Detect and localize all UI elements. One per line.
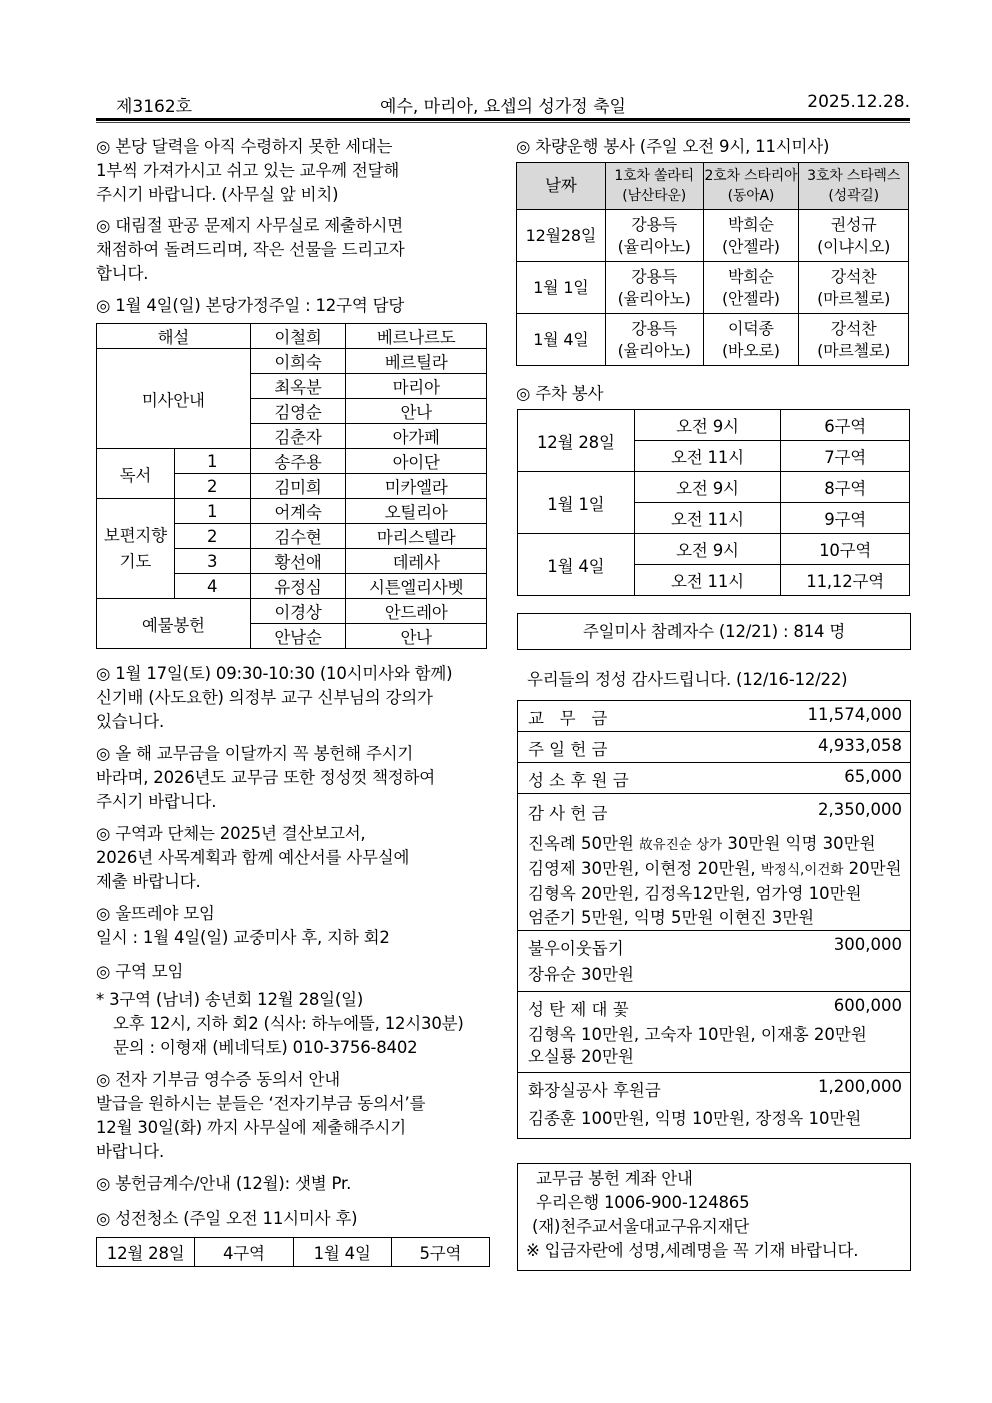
car-name: 2호차 스타리아 [704, 168, 798, 184]
text-line: 제출 바랍니다. [96, 872, 201, 891]
table-row [518, 410, 910, 441]
car-name: 1호차 쏠라티 [614, 168, 694, 184]
finance-label: 성 소 후 원 금 [528, 771, 629, 790]
text-line: ◎ 구역과 단체는 2025년 결산보고서, [96, 824, 366, 843]
car-route: (남산타운) [622, 188, 687, 204]
driver [703, 210, 799, 262]
table-row [97, 349, 487, 374]
page-title: 예수, 마리아, 요셉의 성가정 축일 [380, 97, 626, 117]
parking-time: 오전 9시 [634, 410, 781, 441]
driver-baptism: (안젤라) [721, 288, 780, 308]
notice-calendar [96, 135, 399, 207]
header-divider [96, 118, 910, 121]
driver-name: 강용득 [631, 266, 678, 286]
finance-row-sunday [518, 732, 910, 763]
baptism-name: 베르틸라 [346, 349, 487, 374]
driver-baptism: (바오로) [721, 340, 780, 360]
parking-title: ◎ 주차 봉사 [516, 384, 604, 403]
donor-line: 김형옥 10만원, 고숙자 10만원, 이재홍 20만원 [528, 1025, 867, 1044]
col-car2 [703, 163, 799, 210]
baptism-name: 시튼엘리사벳 [346, 574, 487, 599]
finance-label: 감 사 헌 금 [528, 804, 608, 823]
donor-line: 장유순 30만원 [528, 965, 634, 984]
person-name: 송주용 [250, 449, 346, 474]
person-name: 김수현 [250, 524, 346, 549]
text-line: ◎ 대림절 판공 문제지 사무실로 제출하시면 [96, 216, 403, 235]
col-car1 [605, 163, 703, 210]
issue-number: 제3162호 [116, 97, 193, 117]
finance-value: 2,350,000 [818, 800, 902, 819]
role-reading: 독서 [97, 449, 175, 499]
finance-label: 화장실공사 후원금 [528, 1081, 661, 1100]
notice-advent-quiz [96, 214, 405, 286]
account-holder: (재)천주교서울대교구유지재단 [532, 1217, 750, 1236]
parking-time: 오전 9시 [634, 534, 781, 565]
table-row [518, 472, 910, 503]
order-number: 3 [174, 549, 250, 574]
baptism-name: 데레사 [346, 549, 487, 574]
text-line: 12월 30일(화) 까지 사무실에 제출해주시기 [96, 1118, 406, 1137]
text-line: 있습니다. [96, 712, 165, 731]
baptism-name: 미카엘라 [346, 474, 487, 499]
table-row [517, 262, 909, 314]
donor-list [518, 832, 912, 930]
finance-row-thanks [518, 794, 910, 931]
donor-line: 엄준기 5만원, 익명 5만원 이현진 3만원 [528, 908, 815, 927]
person-name: 유정심 [250, 574, 346, 599]
parking-time: 오전 11시 [634, 503, 781, 534]
text-line: 주시기 바랍니다. [96, 792, 217, 811]
person-name: 김미희 [250, 474, 346, 499]
finance-row-restroom [518, 1073, 910, 1139]
table-row [97, 1238, 490, 1267]
text-line: ◎ 본당 달력을 아직 수령하지 못한 세대는 [96, 137, 393, 156]
driver [799, 210, 909, 262]
person-name: 이희숙 [250, 349, 346, 374]
role-guide: 미사안내 [97, 349, 251, 449]
driver-baptism: (마르첼로) [817, 340, 891, 360]
table-row [97, 449, 487, 474]
cleaning-area: 5구역 [391, 1238, 489, 1267]
duty-table [96, 323, 487, 649]
text-line: 일시 : 1월 4일(일) 교중미사 후, 지하 회2 [96, 928, 390, 947]
driver [703, 262, 799, 314]
driver [799, 262, 909, 314]
text-line: 합니다. [96, 264, 149, 283]
driver [605, 314, 703, 366]
thanks-title: 우리들의 정성 감사드립니다. (12/16-12/22) [527, 670, 848, 689]
account-title: 교무금 봉헌 계좌 안내 [536, 1169, 693, 1188]
notice-ultreya [96, 902, 390, 950]
donor-line: 김종훈 100만원, 익명 10만원, 장정옥 10만원 [528, 1109, 862, 1128]
driver-name: 강석찬 [830, 318, 877, 338]
donor-text: 진옥례 50만원 [528, 834, 640, 853]
donor-text: 20만원 [843, 859, 902, 878]
notice-offering-count: ◎ 봉헌금계수/안내 (12월): 샛별 Pr. [96, 1174, 352, 1193]
person-name: 이철희 [250, 324, 346, 349]
order-number: 4 [174, 574, 250, 599]
vehicle-date: 1월 1일 [517, 262, 606, 314]
table-row [517, 210, 909, 262]
order-number: 1 [174, 449, 250, 474]
parking-area: 9구역 [781, 503, 910, 534]
text-line: ◎ 구역 모임 [96, 962, 184, 981]
driver-baptism: (율리아노) [617, 236, 691, 256]
finance-value: 4,933,058 [818, 736, 902, 755]
text-line: ◎ 전자 기부금 영수증 동의서 안내 [96, 1070, 341, 1089]
baptism-name: 마리스텔라 [346, 524, 487, 549]
col-date: 날짜 [517, 163, 606, 210]
finance-value: 300,000 [833, 935, 902, 954]
table-row [97, 599, 487, 624]
table-row [517, 314, 909, 366]
text-line: ◎ 울뜨레야 모임 [96, 904, 215, 923]
parking-area: 8구역 [781, 472, 910, 503]
baptism-name: 아이단 [346, 449, 487, 474]
text-line: 채점하여 돌려드리며, 작은 선물을 드리고자 [96, 240, 405, 259]
table-row [97, 499, 487, 524]
finance-box [517, 700, 911, 1139]
notice-e-receipt [96, 1068, 425, 1164]
donor-line: 김형옥 20만원, 김정옥12만원, 엄가영 10만원 [528, 884, 862, 903]
donor-line: 오실룡 20만원 [528, 1047, 634, 1066]
role-prayer [97, 499, 175, 599]
parking-area: 10구역 [781, 534, 910, 565]
driver-name: 권성규 [830, 214, 877, 234]
baptism-name: 오틸리아 [346, 499, 487, 524]
attendance-box: 주일미사 참례자수 (12/21) : 814 명 [517, 613, 911, 650]
person-name: 김영순 [250, 399, 346, 424]
parking-time: 오전 11시 [634, 441, 781, 472]
baptism-name: 베르나르도 [346, 324, 487, 349]
finance-value: 65,000 [844, 767, 902, 786]
driver-name: 박희순 [728, 214, 774, 234]
donor-text: 30만원 익명 30만원 [722, 834, 876, 853]
notice-lecture [96, 662, 452, 734]
driver-baptism: (안젤라) [721, 236, 780, 256]
role-commentary: 해설 [97, 324, 251, 349]
driver-name: 이덕종 [728, 318, 774, 338]
car-route: (동아A) [727, 188, 775, 204]
notice-contribution [96, 742, 435, 814]
driver-baptism: (율리아노) [617, 288, 691, 308]
parking-area: 7구역 [781, 441, 910, 472]
text-line: * 3구역 (남녀) 송년회 12월 28일(일) [96, 990, 364, 1009]
table-row [97, 324, 487, 349]
notice-budget [96, 822, 409, 894]
driver-baptism: (마르첼로) [817, 288, 891, 308]
vehicle-date: 12월28일 [517, 210, 606, 262]
donor-text-small: 故유진순 상가 [639, 837, 723, 853]
driver-name: 강용득 [631, 318, 678, 338]
issue-date: 2025.12.28. [807, 92, 910, 112]
baptism-name: 안드레아 [346, 599, 487, 624]
vehicle-date: 1월 4일 [517, 314, 606, 366]
finance-value: 11,574,000 [807, 705, 902, 724]
header-divider-thin [96, 122, 910, 123]
text-line: ◎ 올 해 교무금을 이달까지 꼭 봉헌해 주시기 [96, 744, 414, 763]
text-line: 문의 : 이형재 (베네딕토) 010-3756-8402 [113, 1038, 418, 1057]
finance-label: 불우이웃돕기 [528, 939, 624, 958]
role-offering: 예물봉헌 [97, 599, 251, 649]
driver-name: 강석찬 [830, 266, 877, 286]
text-line: 2026년 사목계획과 함께 예산서를 사무실에 [96, 848, 410, 867]
finance-label: 성 탄 제 대 꽃 [528, 1000, 629, 1019]
notice-district-meeting [96, 960, 464, 1060]
cleaning-date: 1월 4일 [293, 1238, 391, 1267]
driver [605, 210, 703, 262]
parking-area: 11,12구역 [781, 565, 910, 596]
role-prayer-line1: 보편지향 [103, 525, 167, 545]
parking-date: 12월 28일 [518, 410, 635, 472]
text-line: 신기배 (사도요한) 의정부 교구 신부님의 강의가 [96, 688, 433, 707]
car-name: 3호차 스타렉스 [807, 168, 901, 184]
account-note: ※ 입금자란에 성명,세례명을 꼭 기재 바랍니다. [526, 1241, 859, 1260]
car-route: (성곽길) [828, 188, 879, 204]
duty-title: ◎ 1월 4일(일) 본당가정주일 : 12구역 담당 [96, 296, 405, 315]
driver-name: 강용득 [631, 214, 678, 234]
finance-value: 1,200,000 [818, 1077, 902, 1096]
finance-label: 교 무 금 [528, 709, 608, 728]
baptism-name: 안나 [346, 624, 487, 649]
col-car3 [799, 163, 909, 210]
parking-date: 1월 1일 [518, 472, 635, 534]
role-prayer-line2: 기도 [119, 551, 152, 571]
person-name: 이경상 [250, 599, 346, 624]
text-line: 바랍니다. [96, 1142, 165, 1161]
order-number: 1 [174, 499, 250, 524]
baptism-name: 마리아 [346, 374, 487, 399]
text-line: 발급을 원하시는 분들은 ‘전자기부금 동의서’를 [96, 1094, 426, 1113]
text-line: 바라며, 2026년도 교무금 또한 정성껏 책정하여 [96, 768, 436, 787]
cleaning-date: 12월 28일 [97, 1238, 195, 1267]
order-number: 2 [174, 474, 250, 499]
donor-text-small: 박정식,이건화 [760, 862, 844, 878]
parking-area: 6구역 [781, 410, 910, 441]
vehicle-title: ◎ 차량운행 봉사 (주일 오전 9시, 11시미사) [516, 137, 830, 156]
driver [703, 314, 799, 366]
account-number: 우리은행 1006-900-124865 [536, 1193, 750, 1212]
finance-value: 600,000 [833, 996, 902, 1015]
parking-time: 오전 9시 [634, 472, 781, 503]
finance-row-neighbor [518, 931, 910, 992]
finance-row-kyomu [518, 701, 910, 732]
donor-line [528, 857, 902, 882]
driver-name: 박희순 [728, 266, 774, 286]
bulletin-header [96, 92, 910, 116]
vehicle-table [516, 162, 909, 366]
driver-baptism: (이냐시오) [817, 236, 891, 256]
driver [799, 314, 909, 366]
parking-table [517, 409, 910, 596]
finance-row-vocation [518, 763, 910, 794]
text-line: 오후 12시, 지하 회2 (식사: 하누에뜰, 12시30분) [113, 1014, 464, 1033]
donor-text: 김영제 30만원, 이현정 20만원, [528, 859, 761, 878]
cleaning-table [96, 1237, 490, 1267]
donor-list [518, 1024, 877, 1068]
parking-time: 오전 11시 [634, 565, 781, 596]
order-number: 2 [174, 524, 250, 549]
person-name: 황선애 [250, 549, 346, 574]
driver-baptism: (율리아노) [617, 340, 691, 360]
cleaning-title: ◎ 성전청소 (주일 오전 11시미사 후) [96, 1209, 358, 1228]
person-name: 어계숙 [250, 499, 346, 524]
text-line: 주시기 바랍니다. (사무실 앞 비치) [96, 185, 339, 204]
cleaning-area: 4구역 [195, 1238, 293, 1267]
person-name: 안남순 [250, 624, 346, 649]
text-line: ◎ 1월 17일(토) 09:30-10:30 (10시미사와 함께) [96, 664, 453, 683]
table-row [518, 534, 910, 565]
table-header-row [517, 163, 909, 210]
baptism-name: 안나 [346, 399, 487, 424]
finance-row-flowers [518, 992, 910, 1073]
text-line: 1부씩 가져가시고 쉬고 있는 교우께 전달해 [96, 161, 400, 180]
parking-date: 1월 4일 [518, 534, 635, 596]
finance-label: 주 일 헌 금 [528, 740, 608, 759]
account-box [517, 1163, 911, 1271]
baptism-name: 아가페 [346, 424, 487, 449]
person-name: 김춘자 [250, 424, 346, 449]
person-name: 최옥분 [250, 374, 346, 399]
donor-line [528, 832, 902, 857]
driver [605, 262, 703, 314]
